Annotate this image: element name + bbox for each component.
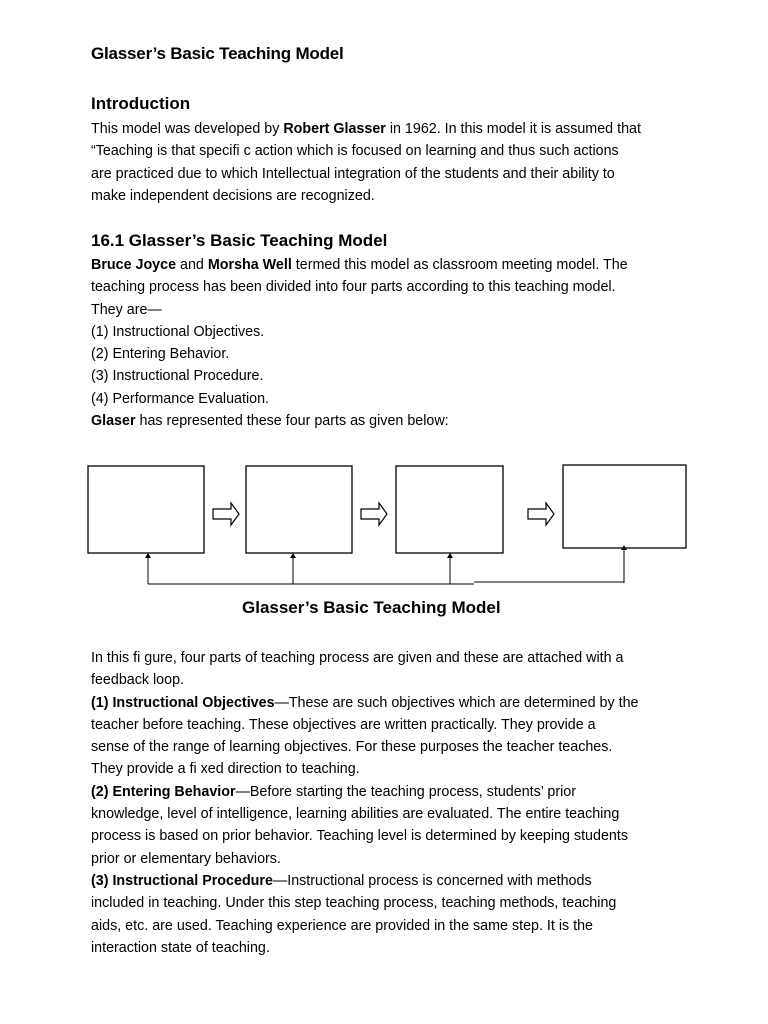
feedback-arrowhead-icon <box>145 553 151 558</box>
introduction-heading: Introduction <box>91 94 191 113</box>
feedback-arrowhead-icon <box>290 553 296 558</box>
document-title: Glasser’s Basic Teaching Model <box>91 44 344 63</box>
explanation-paragraph: In this fi gure, four parts of teaching process are given and these are attached with a feedback loop. (1) Instructional Objectives—These are such objectives which are determined by the teacher before teaching. These objectives are written practically. They provide a sense of the range of learning objectives. For these purposes the teacher teaches. They provide a fi xed direction to teaching. (2) Entering Behavior—Before starting the teaching process, students’ prior knowledge, level of intelligence, learning abilities are evaluated. The entire teaching process is based on prior behavior. Teaching level is determined by keeping students prior or elementary behaviors. (3) Instructional Procedure—Instructional process is concerned with methods included in teaching. Under this step teaching process, teaching methods, teaching aids, etc. are used. Teaching experience are provided in the same step. It is the interaction state of teaching. <box>91 650 639 956</box>
part-item: (1) Instructional Objectives. <box>91 323 265 340</box>
introduction-paragraph: This model was developed by Robert Glasser in 1962. In this model it is assumed that “Teaching is that specifi c action which is focused on learning and thus such actions are practiced due to which Intellectual integration of the students and their ability to make independent decisions are recognized. <box>91 121 641 204</box>
part-item: (4) Performance Evaluation. <box>91 390 269 407</box>
author-name: Robert Glasser <box>283 121 386 137</box>
term-instructional-objectives: (1) Instructional Objectives <box>91 694 275 711</box>
part-item: (3) Instructional Procedure. <box>91 368 264 385</box>
term-instructional-procedure: (3) Instructional Procedure <box>91 872 273 889</box>
flow-arrow-icon <box>361 503 387 525</box>
part-item: (2) Entering Behavior. <box>91 346 230 363</box>
flow-arrow-icon <box>528 503 554 525</box>
term-entering-behavior: (2) Entering Behavior <box>91 783 236 800</box>
feedback-loop <box>148 549 624 584</box>
model-box-2 <box>246 466 352 553</box>
model-box-1 <box>88 466 204 553</box>
section-paragraph: Bruce Joyce and Morsha Well termed this model as classroom meeting model. The teaching process has been divided into four parts according to this teaching model. They are— (1) Instructional Objectives. (2) Entering Behavior. (3) Instructional Procedure. (4) Performance Evaluation. Glaser has represented these four parts as given below: <box>91 257 628 430</box>
flow-arrow-icon <box>213 503 239 525</box>
section-heading: 16.1 Glasser’s Basic Teaching Model <box>91 231 388 250</box>
feedback-arrowhead-icon <box>447 553 453 558</box>
figure-caption: Glasser’s Basic Teaching Model <box>242 598 501 617</box>
model-box-3 <box>396 466 503 553</box>
model-box-4 <box>563 465 686 548</box>
